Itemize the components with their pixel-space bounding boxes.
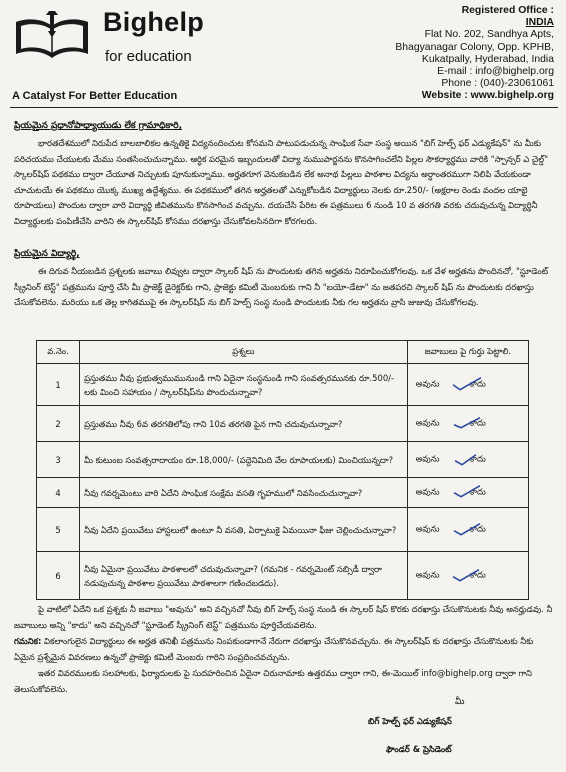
office-website: Website : www.bighelp.org <box>421 90 554 102</box>
brand-subtitle: for education <box>105 48 192 65</box>
table-row <box>37 364 529 406</box>
col-header-answers: జవాబులు పై గుర్తు పెట్టాలి. <box>407 341 528 364</box>
brand-name: Bighelp <box>103 7 205 37</box>
signature-organisation: బిగ్ హెల్ప్ ఫర్ ఎడ్యుకేషన్ <box>368 716 452 726</box>
office-address-line: Bhagyanagar Colony, Opp. KPHB, <box>395 41 554 53</box>
answer-cell <box>407 478 528 508</box>
signature-yours: మీ <box>455 697 465 707</box>
table-row <box>37 478 529 508</box>
yes-option[interactable]: అవును <box>415 486 440 496</box>
table-header-row <box>37 341 529 364</box>
row-number: 5 <box>37 508 80 552</box>
check-mark-icon <box>452 450 482 466</box>
office-country: INDIA <box>525 17 554 29</box>
check-mark-icon <box>452 375 482 391</box>
question-text: నీవు ఏదేని ప్రయివేటు హాస్టలులో ఉంటూ నీ వసతి, ఏర్పాటుకై ఏమయినా ఫీజు చెల్లించుచున్నావా? <box>80 508 408 552</box>
note-label: గమనిక: <box>14 636 42 646</box>
row-number: 3 <box>37 442 80 478</box>
eligibility-table <box>36 340 529 600</box>
check-mark-icon <box>452 566 482 582</box>
ineligibility-note: పై వాటిలో ఏదేని ఒక ప్రశ్నకు నీ జవాబు "అవును" అని వచ్చినచో నీవు బిగ్ హెల్ప్ సంస్థ నుండి ఈ స్కాలర్ షిప్ కొరకు దరఖాస్తు చేసుకొనుటకు నీవు అనర్హుడవు. నీ జవాబులు అన్ని "కాదు" అని వచ్చినచో "స్టూడెంట్ స్క్రీనింగ్ టెస్ట్" పత్రమును పూర్తిచేయవలెను. <box>14 604 553 630</box>
yes-option[interactable]: అవును <box>415 569 440 579</box>
closing-paragraph: ఇతర వివరములకు సలహాలకు, ఫిర్యాదులకు పై సుదహరించిన ఏదైనా చిరునామాకు ఉత్తరము ద్వారా గాని, ఈ-మెయిల్ info@bighelp.org ద్వారా గాని తెలుసుకోవలెను. <box>14 668 532 694</box>
check-mark-icon <box>452 414 482 430</box>
header-divider <box>10 107 558 108</box>
yes-option[interactable]: అవును <box>415 453 440 463</box>
answer-cell <box>407 364 528 406</box>
no-option[interactable]: కాదు <box>469 569 486 579</box>
office-address-line: Kukatpally, Hyderabad, India <box>421 53 554 65</box>
row-number: 4 <box>37 478 80 508</box>
col-header-serial: వ.నెం. <box>37 341 80 364</box>
table-row <box>37 508 529 552</box>
row-number: 6 <box>37 552 80 600</box>
salutation-student: ప్రియమైన విద్యార్థి, <box>14 249 80 259</box>
table-row <box>37 406 529 442</box>
no-option[interactable]: కాదు <box>469 378 486 388</box>
no-option[interactable]: కాదు <box>469 523 486 533</box>
no-option[interactable]: కాదు <box>469 453 486 463</box>
no-option[interactable]: కాదు <box>469 417 486 427</box>
question-text: ప్రస్తుతము నీవు 6వ తరగతిలోపు గాని 10వ తరగతి పైన గాని చదువుచున్నావా? <box>80 406 408 442</box>
bighelp-logo-icon <box>12 8 92 64</box>
office-address-line: Flat No. 202, Sandhya Apts, <box>424 29 554 41</box>
question-text: మీ కుటుంబ సంవత్సరాదాయం రూ.18,000/- (పద్దెనిమిది వేల రూపాయలకు) మించియున్నదా? <box>80 442 408 478</box>
answer-cell <box>407 508 528 552</box>
signature-title: ఫౌండర్ & ప్రెసిడెంట్ <box>386 744 452 754</box>
row-number: 2 <box>37 406 80 442</box>
question-text: ప్రస్తుతము నీవు ప్రభుత్వముమునుండి గాని ఏదైనా సంస్థనుండి గాని సంవత్సరమునకు రూ.500/- లకు మించి సహాయం / స్కాలర్‌షిప్‌ను పొందుచున్నావా? <box>80 364 408 406</box>
office-email: E-mail : info@bighelp.org <box>437 66 554 78</box>
answer-cell <box>407 442 528 478</box>
answer-cell <box>407 552 528 600</box>
table-row <box>37 552 529 600</box>
note-block <box>14 634 554 665</box>
yes-option[interactable]: అవును <box>415 378 440 388</box>
check-mark-icon <box>452 483 482 499</box>
yes-option[interactable]: అవును <box>415 417 440 427</box>
answer-cell <box>407 406 528 442</box>
table-row <box>37 442 529 478</box>
question-text: నీవు ఏమైనా ప్రయివేటు పాఠశాలలో చదువుచున్నావా? (గమనిక - గవర్నమెంట్ సబ్సిడీ ద్వారా నడుపుచున్న పాఠశాల ప్రయివేటు పాఠశాలగా గణించబడదు). <box>80 552 408 600</box>
question-text: నీవు గవర్నమెంటు వారి ఏదేని సాంఘిక సంక్షేమ వసతి గృహములో నివసించుచున్నావా? <box>80 478 408 508</box>
no-option[interactable]: కాదు <box>469 486 486 496</box>
tagline: A Catalyst For Better Education <box>12 90 178 102</box>
note-text: వికలాంగులైన విద్యార్థులు ఈ అర్హత తనిఖీ పత్రమును నింపకుండాగానే నేరుగా దరఖాస్తు చేసుకొనవచ్చును. ఈ స్కాలర్‌షిప్ కు దరఖాస్తు చేసుకొనుటకు నీకు ఏమైన ప్రశ్నేమైన వివరణలు ఉన్నచో ప్రాజెక్టు కమిటీ మెంబరు గారిని సంప్రదించవచ్చును. <box>14 636 534 662</box>
office-heading: Registered Office : <box>461 5 554 16</box>
office-phone: Phone : (040)-23061061 <box>441 78 554 90</box>
intro-paragraph: భారతదేశములో నిరుపేద బాలబాలికల ఉన్నతికై విద్యనందించుట కోసమని పాటుపడుచున్న సాంఘిక సేవా సంస్థ అయిన "బిగ్ హెల్ప్ ఫర్ ఎడ్యుకేషన్" ను మీకు పరిచయము చేయుటకు మేము సంతసించుచున్నాము. ఆర్ధిక పరమైన ఇబ్బందులతో విద్యా నుముపార్జనను కొనసాగించలేని పిల్లల సౌకర్యార్థము వారికి "స్పాన్సర్ ఎ చైల్డ్" స్కాలర్‌షిప్ పథకము ద్వారా చేయూత నిచ్చుటకు పూనుకున్నాము. అర్హతగూగ వెనుకబడిన లేక అనాథ పిల్లలు పాఠశాల విద్యను అర్ధాంతరముగా నిలిపి వేయకుండా చూచుటయే ఈ పథకము యొక్క ముఖ్య ఉద్దేశ్యము. ఈ పథకములో తగిన అర్హతలతో ఎన్నుకోబడిన విద్యార్థులు నెలకు రూ.250/- (అక్షరాల రెండు వందల యాభై రూపాయలు) పొందుట ద్వారా వారి విద్యార్థి జీవితమును కొనసాగించ వచ్చును. దయచేసి పేరిట ఈ పత్రములు 6 నుండి 10 వ తరగతి వరకు చదువుచున్న విద్యార్థినీ విద్యార్థులకు పంపిణీచేసి వారిని ఈ స్కాలర్‌షిప్ కోసము దరఖాస్తు చేసుకోవలసినదిగా కోరగలరు. <box>14 138 549 226</box>
check-mark-icon <box>452 520 482 536</box>
yes-option[interactable]: అవును <box>415 523 440 533</box>
registered-office-block <box>324 5 554 103</box>
salutation-headmaster: ప్రియమైన ప్రధానోపాధ్యాయుడు లేక గ్రామాధికారి, <box>14 121 183 131</box>
col-header-questions: ప్రశ్నలు <box>80 341 408 364</box>
instruction-paragraph: ఈ దిగువ నీయబడిన ప్రశ్నలకు జవాబు లివ్వుట ద్వారా స్కాలర్ షిప్ ను పొందుటకు తగిన అర్హతను నిరూపించుకోగలవు. ఒక వేళ అర్హతను పొందినచో, "స్టూడెంట్ స్క్రీనింగ్ టెస్ట్" పత్రమును పూర్తి చేసి మీ ప్రాజెక్ట్ డైరెక్టర్‌కు గాని, ప్రాజెక్టు కమిటీ మెంబరుకు గాని నీ "బయో-డేటా" ను జతపరచి స్కాలర్ షిప్ ను పొందుటకు దరఖాస్తు చేసుకోవలెను. మరియు ఒక తెల్ల కాగితముపై ఈ స్కాలర్‌షిప్ ను బిగ్ హెల్ప్ సంస్థ నుండి పొందుటకు నీకు గల అర్హతను వ్రాసి జుజువు చేసుకోగలవు. <box>14 266 549 308</box>
row-number: 1 <box>37 364 80 406</box>
